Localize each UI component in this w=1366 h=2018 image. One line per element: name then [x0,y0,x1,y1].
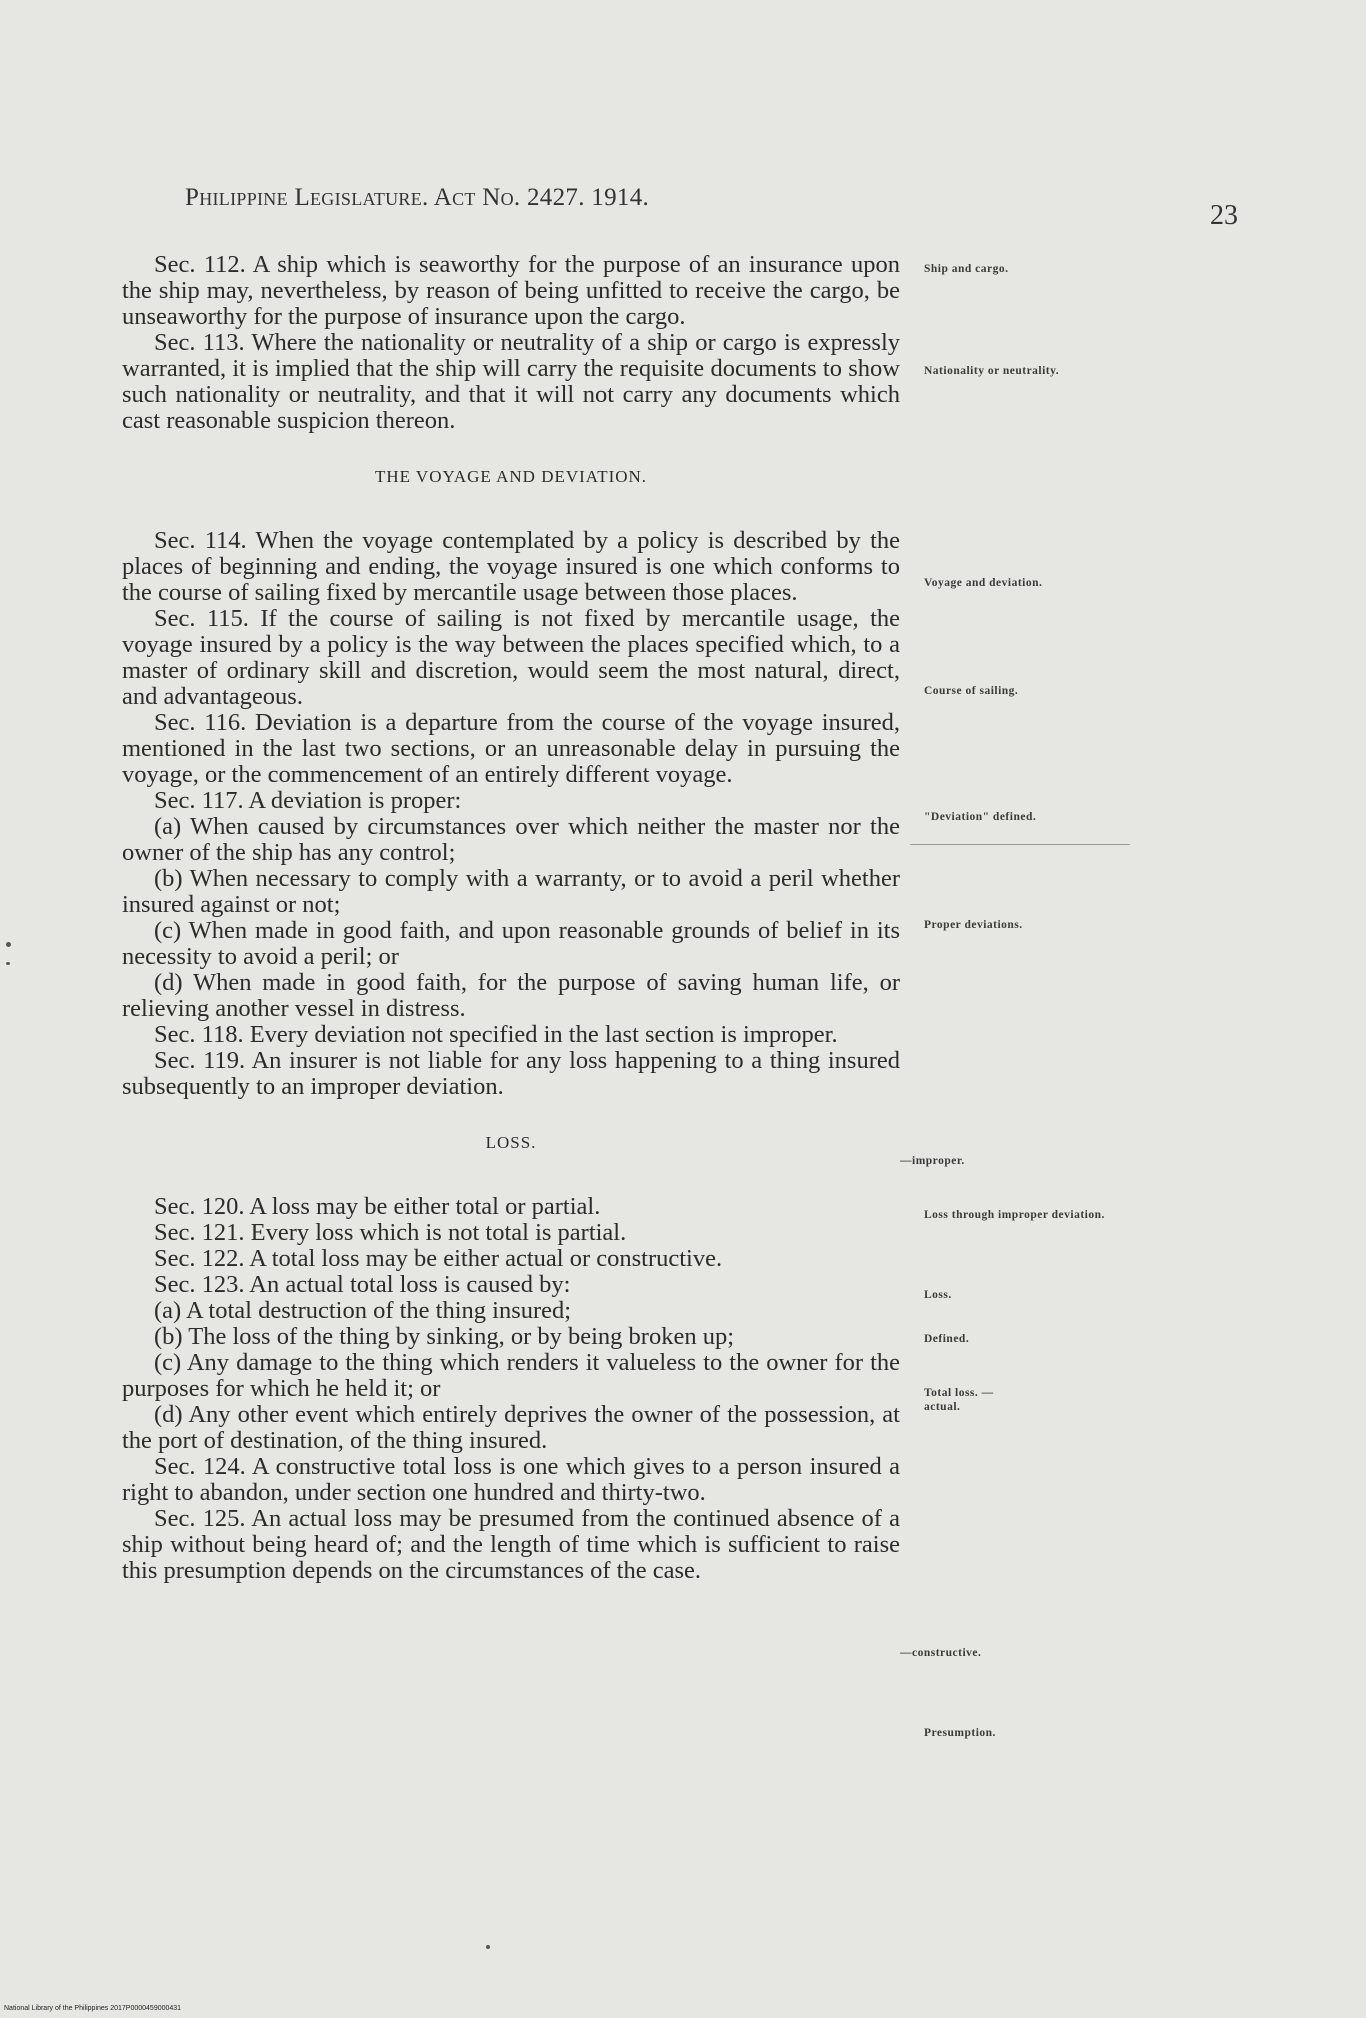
section-117-c: (c) When made in good faith, and upon reasonable grounds of belief in its necessity to avoid a peril; or [122,917,900,970]
section-113: Sec. 113. Where the nationality or neutrality of a ship or cargo is expressly warranted, it is implied that the ship will carry the requisite documents to show such nationality or neutrality, and that it will not carry any documents which cast reasonable suspicion thereon. [122,329,900,434]
scan-speck [6,962,10,965]
running-head: Philippine Legislature. Act No. 2427. 1914. [185,184,650,211]
section-123-d: (d) Any other event which entirely deprives the owner of the possession, at the port of destination, of the thing insured. [122,1401,900,1454]
heading-voyage-deviation: THE VOYAGE AND DEVIATION. [374,467,648,486]
margin-note-nationality: Nationality or neutrality. [924,365,1060,377]
section-117-d: (d) When made in good faith, for the purpose of saving human life, or relieving another vessel in distress. [122,969,900,1022]
section-114: Sec. 114. When the voyage contemplated by a policy is described by the places of beginning and ending, the voyage insured is one which conforms to the course of sailing fixed by mercantile usage between those places. [122,527,900,606]
margin-note-defined: Defined. [924,1333,970,1345]
section-120: Sec. 120. A loss may be either total or partial. [154,1193,601,1220]
section-125: Sec. 125. An actual loss may be presumed from the continued absence of a ship without being heard of; and the length of time which is sufficient to raise this presumption depends on the circumstances of the case. [122,1505,900,1584]
margin-rule [910,844,1130,845]
section-123: Sec. 123. An actual total loss is caused by: [154,1271,571,1298]
section-123-c: (c) Any damage to the thing which renders it valueless to the owner for the purposes for which he held it; or [122,1349,900,1402]
main-text [122,252,900,1584]
scan-speck [6,942,11,947]
margin-note-voyage-deviation: Voyage and deviation. [924,577,1043,589]
page-number: 23 [1210,200,1238,231]
margin-note-deviation-defined: "Deviation" defined. [924,811,1037,823]
section-117-a: (a) When caused by circumstances over which neither the master nor the owner of the ship has any control; [122,813,900,866]
section-119: Sec. 119. An insurer is not liable for any loss happening to a thing insured subsequently to an improper deviation. [122,1047,900,1100]
margin-note-course-of-sailing: Course of sailing. [924,685,1019,697]
section-115: Sec. 115. If the course of sailing is not fixed by mercantile usage, the voyage insured by a policy is the way between the places specified which, to a master of ordinary skill and discretion, would seem the most natural, direct, and advantageous. [122,605,900,710]
scan-footer-id: National Library of the Philippines 2017P0000459000431 [4,2005,182,2012]
section-121: Sec. 121. Every loss which is not total is partial. [154,1219,627,1246]
section-123-a: (a) A total destruction of the thing insured; [154,1297,572,1324]
section-117: Sec. 117. A deviation is proper: [154,787,462,814]
heading-loss: LOSS. [485,1133,537,1152]
section-117-b: (b) When necessary to comply with a warranty, or to avoid a peril whether insured against or not; [122,865,900,918]
margin-note-ship-cargo: Ship and cargo. [924,263,1009,275]
section-123-b: (b) The loss of the thing by sinking, or by being broken up; [154,1323,734,1350]
scan-speck [486,1945,490,1949]
margin-note-total-loss-actual: Total loss. —actual. [924,1387,994,1413]
margin-note-improper: —improper. [900,1155,965,1167]
section-124: Sec. 124. A constructive total loss is one which gives to a person insured a right to abandon, under section one hundred and thirty-two. [122,1453,900,1506]
section-118: Sec. 118. Every deviation not specified in the last section is improper. [154,1021,838,1048]
section-112: Sec. 112. A ship which is seaworthy for the purpose of an insurance upon the ship may, nevertheless, by reason of being unfitted to receive the cargo, be unseaworthy for the purpose of insurance upon the cargo. [122,251,900,330]
margin-note-loss-through-improper: Loss through improper deviation. [924,1209,1105,1221]
margin-note-proper-deviations: Proper deviations. [924,919,1023,931]
margin-note-constructive: —constructive. [900,1647,982,1659]
margin-note-presumption: Presumption. [924,1727,996,1739]
section-122: Sec. 122. A total loss may be either actual or constructive. [154,1245,723,1272]
margin-note-loss: Loss. [924,1289,952,1301]
section-116: Sec. 116. Deviation is a departure from the course of the voyage insured, mentioned in the last two sections, or an unreasonable delay in pursuing the voyage, or the commencement of an entirely different voyage. [122,709,900,788]
